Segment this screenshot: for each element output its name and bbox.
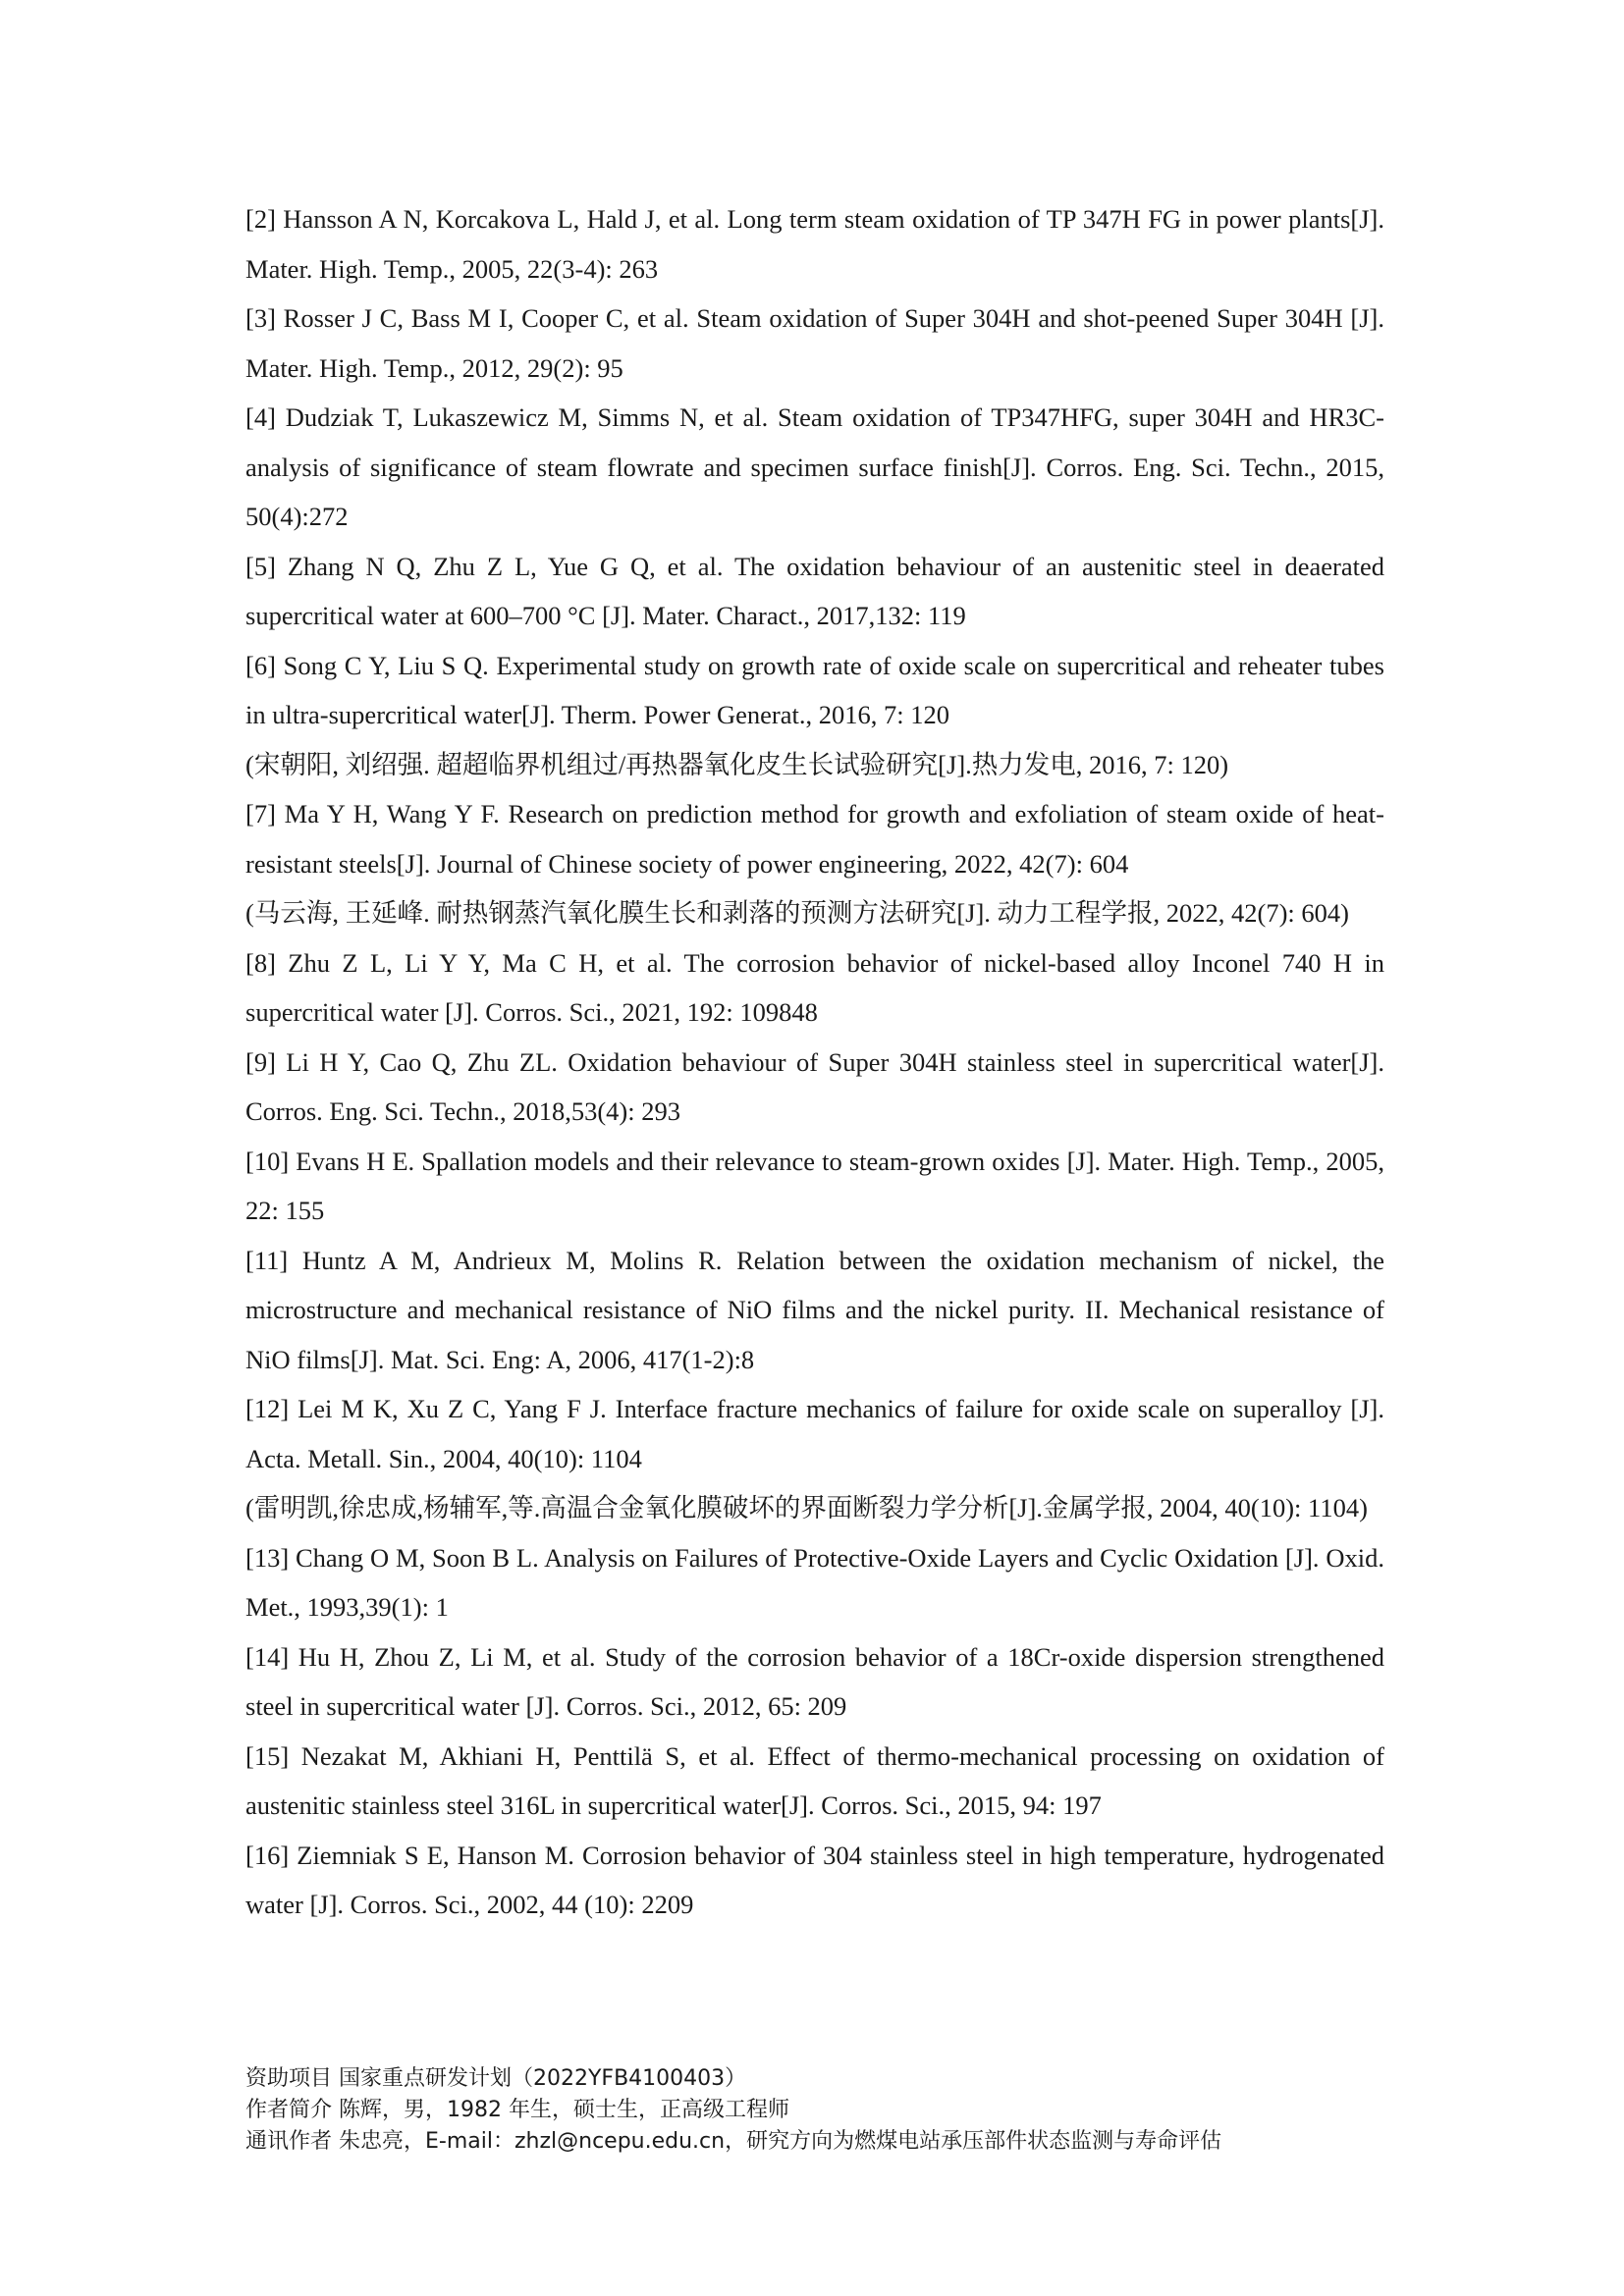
reference-entry: [4] Dudziak T, Lukaszewicz M, Simms N, et al. Steam oxidation of TP347HFG, super 304H and HR3C-analysis of significance of steam flowrate and specimen surface finish[J]. Corros. Eng. Sci. Techn., 2015, 50(4):272 [245,402,1384,531]
reference-entry: [12] Lei M K, Xu Z C, Yang F J. Interface fracture mechanics of failure for oxide scale on superalloy [J]. Acta. Metall. Sin., 2004, 40(10): 1104 [245,1394,1384,1473]
reference-entry-chinese: (马云海, 王延峰. 耐热钢蒸汽氧化膜生长和剥落的预测方法研究[J]. 动力工程学报, 2022, 42(7): 604) [245,898,1349,928]
reference-entry: [11] Huntz A M, Andrieux M, Molins R. Relation between the oxidation mechanism of nickel, the microstructure and mechanical resistance of NiO films and the nickel purity. II. Mechanical resistance of NiO films[J]. Mat. Sci. Eng: A, 2006, 417(1-2):8 [245,1245,1384,1374]
reference-list [245,194,1384,1930]
reference-entry: [7] Ma Y H, Wang Y F. Research on prediction method for growth and exfoliation of steam oxide of heat-resistant steels[J]. Journal of Chinese society of power engineering, 2022, 42(7): 604 [245,799,1384,879]
reference-entry: [5] Zhang N Q, Zhu Z L, Yue G Q, et al. The oxidation behaviour of an austenitic steel in deaerated supercritical water at 600–700 °C [J]. Mater. Charact., 2017,132: 119 [245,551,1384,630]
reference-entry-chinese: (雷明凯,徐忠成,杨辅军,等.高温合金氧化膜破坏的界面断裂力学分析[J].金属学报, 2004, 40(10): 1104) [245,1493,1368,1522]
reference-entry: [3] Rosser J C, Bass M I, Cooper C, et al. Steam oxidation of Super 304H and shot-peened Super 304H [J]. Mater. High. Temp., 2012, 29(2): 95 [245,303,1384,383]
funding-line: 资助项目 国家重点研发计划（2022YFB4100403） [245,2066,747,2091]
reference-entry: [6] Song C Y, Liu S Q. Experimental study on growth rate of oxide scale on supercritical and reheater tubes in ultra-supercritical water[J]. Therm. Power Generat., 2016, 7: 120 [245,650,1384,729]
reference-entry: [10] Evans H E. Spallation models and their relevance to steam-grown oxides [J]. Mater. High. Temp., 2005, 22: 155 [245,1146,1384,1225]
reference-entry: [16] Ziemniak S E, Hanson M. Corrosion behavior of 304 stainless steel in high temperature, hydrogenated water [J]. Corros. Sci., 2002, 44 (10): 2209 [245,1840,1384,1919]
reference-entry: [15] Nezakat M, Akhiani H, Penttilä S, et al. Effect of thermo-mechanical processing on oxidation of austenitic stainless steel 316L in supercritical water[J]. Corros. Sci., 2015, 94: 197 [245,1740,1384,1820]
reference-entry: [2] Hansson A N, Korcakova L, Hald J, et al. Long term steam oxidation of TP 347H FG in power plants[J]. Mater. High. Temp., 2005, 22(3-4): 263 [245,204,1384,284]
author-footnote [245,2063,1384,2158]
reference-entry: [9] Li H Y, Cao Q, Zhu ZL. Oxidation behaviour of Super 304H stainless steel in supercritical water[J]. Corros. Eng. Sci. Techn., 2018,53(4): 293 [245,1046,1384,1126]
corresponding-author-line: 通讯作者 朱忠亮，E-mail：zhzl@ncepu.edu.cn，研究方向为燃煤电站承压部件状态监测与寿命评估 [245,2129,1222,2154]
author-bio-line: 作者简介 陈辉，男，1982 年生，硕士生，正高级工程师 [245,2098,789,2122]
reference-entry: [13] Chang O M, Soon B L. Analysis on Failures of Protective-Oxide Layers and Cyclic Oxidation [J]. Oxid. Met., 1993,39(1): 1 [245,1542,1384,1622]
reference-entry-chinese: (宋朝阳, 刘绍强. 超超临界机组过/再热器氧化皮生长试验研究[J].热力发电, 2016, 7: 120) [245,749,1229,779]
reference-entry: [14] Hu H, Zhou Z, Li M, et al. Study of the corrosion behavior of a 18Cr-oxide dispersion strengthened steel in supercritical water [J]. Corros. Sci., 2012, 65: 209 [245,1641,1384,1721]
reference-entry: [8] Zhu Z L, Li Y Y, Ma C H, et al. The corrosion behavior of nickel-based alloy Inconel 740 H in supercritical water [J]. Corros. Sci., 2021, 192: 109848 [245,947,1384,1027]
